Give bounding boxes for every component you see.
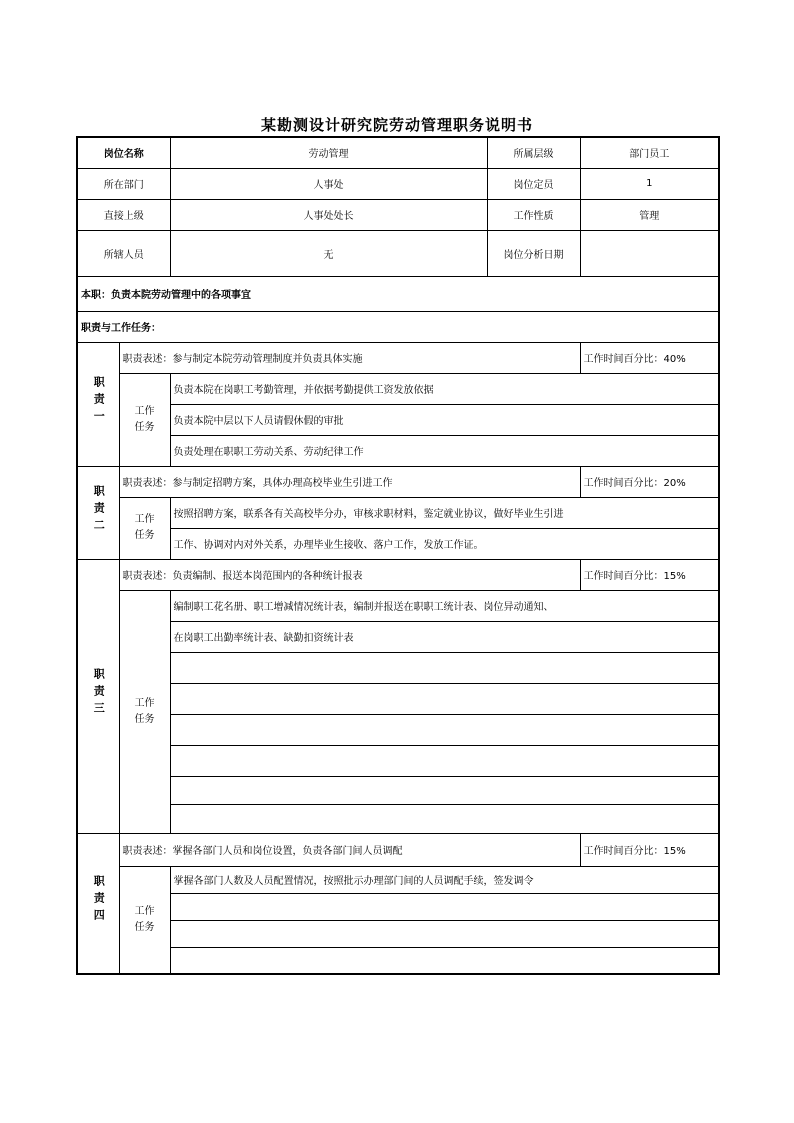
duty-2-statement: 职责表述：参与制定招聘方案，具体办理高校毕业生引进工作 [119, 466, 580, 497]
job-description-form [76, 136, 718, 975]
duty-1-task-1: 负责本院在岗职工考勤管理，并依据考勤提供工资发放依据 [170, 373, 719, 404]
duty-1-task-row [77, 404, 719, 435]
duty-3-task-3 [170, 652, 719, 683]
duties-heading-row [77, 311, 719, 342]
job-description-table [76, 136, 720, 975]
duty-4-tasks-label: 工作任务 [119, 866, 170, 974]
analysis-date-value [580, 230, 719, 276]
duty-4-task-row [77, 947, 719, 974]
main-duty-row [77, 276, 719, 311]
duty-4-task-row [77, 893, 719, 920]
duty-4-task-row [77, 920, 719, 947]
document-title: 某勘测设计研究院劳动管理职务说明书 [260, 116, 533, 134]
duty-4-task-2 [170, 893, 719, 920]
level-label: 所属层级 [487, 137, 580, 168]
duty-3-statement: 职责表述：负责编制、报送本岗范围内的各种统计报表 [119, 559, 580, 590]
superior-label: 直接上级 [77, 199, 170, 230]
duty-2-label: 职责二 [77, 466, 119, 559]
duty-4-task-row [77, 866, 719, 893]
duty-3-statement-row [77, 559, 719, 590]
duty-3-task-row [77, 590, 719, 621]
duty-4-task-4 [170, 947, 719, 974]
duty-1-label: 职责一 [77, 342, 119, 466]
duty-3-task-2: 在岗职工出勤率统计表、缺勤扣资统计表 [170, 621, 719, 652]
duty-3-percent: 工作时间百分比：15% [580, 559, 719, 590]
duty-3-task-1: 编制职工花名册、职工增减情况统计表，编制并报送在职职工统计表、岗位异动通知、 [170, 590, 719, 621]
duty-4-statement: 职责表述：掌握各部门人员和岗位设置，负责各部门间人员调配 [119, 833, 580, 866]
duty-4-percent: 工作时间百分比：15% [580, 833, 719, 866]
header-row-1 [77, 137, 719, 168]
duty-1-statement-row [77, 342, 719, 373]
duty-2-task-row [77, 528, 719, 559]
duties-heading: 职责与工作任务： [77, 311, 719, 342]
duty-2-percent: 工作时间百分比：20% [580, 466, 719, 497]
duty-3-label: 职责三 [77, 559, 119, 833]
duty-3-task-row [77, 714, 719, 745]
position-name-label: 岗位名称 [77, 137, 170, 168]
duty-1-task-3: 负责处理在职职工劳动关系、劳动纪律工作 [170, 435, 719, 466]
duty-3-tasks-label: 工作任务 [119, 590, 170, 833]
work-nature-value: 管理 [580, 199, 719, 230]
work-nature-label: 工作性质 [487, 199, 580, 230]
subordinates-label: 所辖人员 [77, 230, 170, 276]
header-row-2 [77, 168, 719, 199]
duty-1-task-2: 负责本院中层以下人员请假休假的审批 [170, 404, 719, 435]
duty-3-task-7 [170, 776, 719, 804]
duty-3-task-row [77, 804, 719, 833]
main-duty-text: 本职：负责本院劳动管理中的各项事宜 [77, 276, 719, 311]
header-row-3 [77, 199, 719, 230]
duty-2-statement-row [77, 466, 719, 497]
position-name-value: 劳动管理 [170, 137, 487, 168]
level-value: 部门员工 [580, 137, 719, 168]
superior-value: 人事处处长 [170, 199, 487, 230]
headcount-label: 岗位定员 [487, 168, 580, 199]
duty-3-task-5 [170, 714, 719, 745]
department-label: 所在部门 [77, 168, 170, 199]
duty-3-task-6 [170, 745, 719, 776]
duty-3-task-8 [170, 804, 719, 833]
duty-2-task-1: 按照招聘方案，联系各有关高校毕分办，审核求职材料，鉴定就业协议，做好毕业生引进 [170, 497, 719, 528]
header-row-4 [77, 230, 719, 276]
duty-4-statement-row [77, 833, 719, 866]
duty-2-task-row [77, 497, 719, 528]
duty-1-statement: 职责表述：参与制定本院劳动管理制度并负责具体实施 [119, 342, 580, 373]
duty-3-task-4 [170, 683, 719, 714]
duty-2-task-2: 工作、协调对内对外关系，办理毕业生接收、落户工作，发放工作证。 [170, 528, 719, 559]
headcount-value: 1 [580, 168, 719, 199]
subordinates-value: 无 [170, 230, 487, 276]
duty-3-task-row [77, 652, 719, 683]
duty-3-task-row [77, 683, 719, 714]
department-value: 人事处 [170, 168, 487, 199]
duty-3-task-row [77, 745, 719, 776]
duty-1-task-row [77, 373, 719, 404]
duty-2-tasks-label: 工作任务 [119, 497, 170, 559]
duty-1-percent: 工作时间百分比：40% [580, 342, 719, 373]
duty-3-task-row [77, 776, 719, 804]
duty-3-task-row [77, 621, 719, 652]
duty-4-task-1: 掌握各部门人数及人员配置情况，按照批示办理部门间的人员调配手续，签发调令 [170, 866, 719, 893]
duty-4-label: 职责四 [77, 833, 119, 974]
duty-1-tasks-label: 工作任务 [119, 373, 170, 466]
duty-1-task-row [77, 435, 719, 466]
analysis-date-label: 岗位分析日期 [487, 230, 580, 276]
duty-4-task-3 [170, 920, 719, 947]
